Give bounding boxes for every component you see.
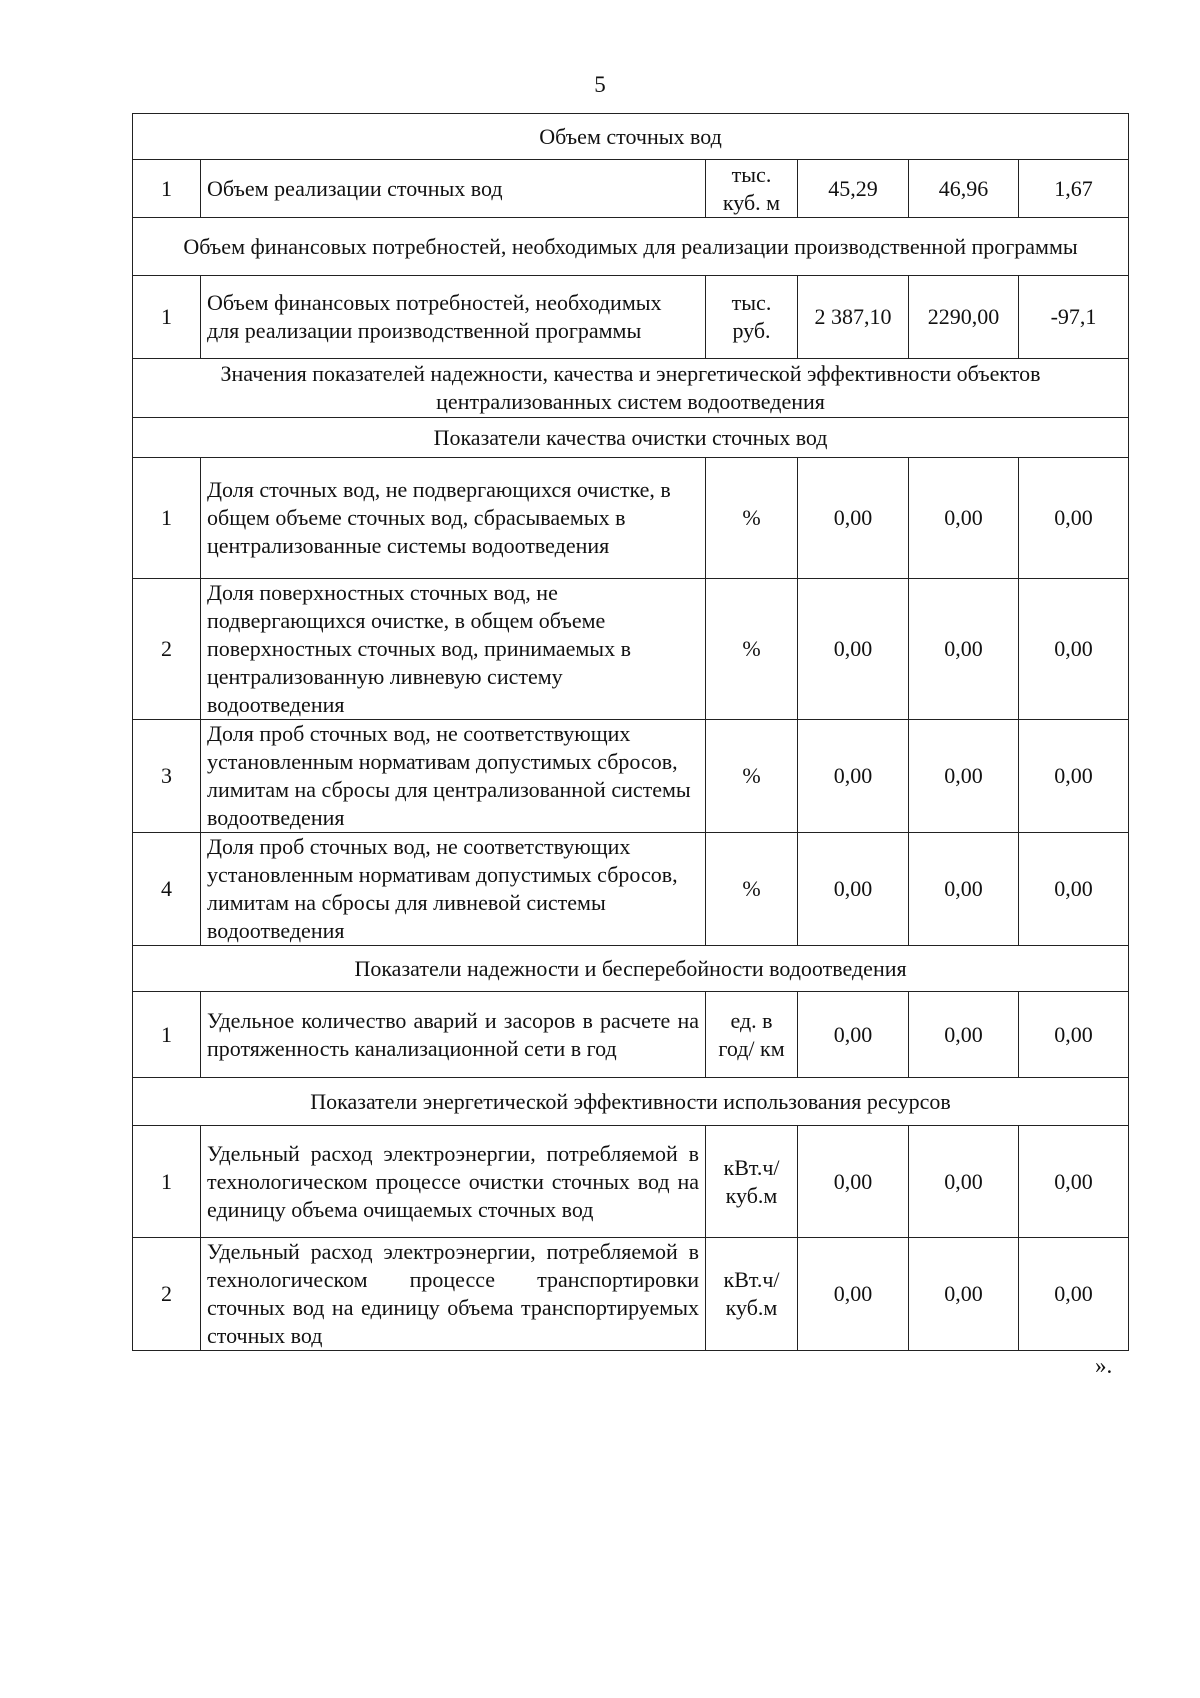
- value-cell-2: 0,00: [909, 720, 1019, 833]
- section-title: Значения показателей надежности, качества и энергетической эффективности объектов централизованных систем водоотведения: [133, 359, 1129, 418]
- table-row: [133, 1126, 1129, 1238]
- indicator-name: Доля поверхностных сточных вод, не подвергающихся очистке, в общем объеме поверхностных сточных вод, принимаемых в централизованную ливневую систему водоотведения: [201, 579, 706, 720]
- unit-cell: ед. в год/ км: [706, 992, 798, 1078]
- indicator-name: Удельный расход электроэнергии, потребляемой в технологическом процессе очистки сточных вод на единицу объема очищаемых сточных вод: [201, 1126, 706, 1238]
- value-cell-1: 2 387,10: [798, 276, 909, 359]
- section-title: Показатели надежности и бесперебойности водоотведения: [133, 946, 1129, 992]
- row-number: 2: [133, 1238, 201, 1351]
- unit-cell: %: [706, 579, 798, 720]
- page-number: 5: [594, 72, 606, 97]
- value-cell-3: 0,00: [1019, 1238, 1129, 1351]
- section-header-row: [133, 1078, 1129, 1126]
- value-cell-1: 0,00: [798, 1126, 909, 1238]
- value-cell-3: 0,00: [1019, 833, 1129, 946]
- unit-cell: тыс. куб. м: [706, 160, 798, 218]
- section-header-row: [133, 218, 1129, 276]
- row-number: 3: [133, 720, 201, 833]
- unit-cell: %: [706, 720, 798, 833]
- value-cell-3: 0,00: [1019, 458, 1129, 579]
- row-number: 1: [133, 1126, 201, 1238]
- value-cell-2: 0,00: [909, 992, 1019, 1078]
- value-cell-2: 0,00: [909, 1238, 1019, 1351]
- indicator-name: Доля сточных вод, не подвергающихся очистке, в общем объеме сточных вод, сбрасываемых в централизованные системы водоотведения: [201, 458, 706, 579]
- row-number: 1: [133, 160, 201, 218]
- value-cell-3: 0,00: [1019, 992, 1129, 1078]
- table-row: [133, 160, 1129, 218]
- value-cell-3: 0,00: [1019, 579, 1129, 720]
- section-title: Показатели качества очистки сточных вод: [133, 418, 1129, 458]
- section-header-row: [133, 359, 1129, 418]
- value-cell-2: 0,00: [909, 833, 1019, 946]
- row-number: 2: [133, 579, 201, 720]
- table-row: [133, 276, 1129, 359]
- unit-cell: %: [706, 458, 798, 579]
- value-cell-2: 0,00: [909, 579, 1019, 720]
- value-cell-2: 2290,00: [909, 276, 1019, 359]
- value-cell-1: 0,00: [798, 579, 909, 720]
- row-number: 4: [133, 833, 201, 946]
- section-header-row: [133, 946, 1129, 992]
- value-cell-3: -97,1: [1019, 276, 1129, 359]
- value-cell-3: 0,00: [1019, 1126, 1129, 1238]
- value-cell-2: 0,00: [909, 1126, 1019, 1238]
- indicator-name: Объем финансовых потребностей, необходимых для реализации производственной программы: [201, 276, 706, 359]
- table-row: [133, 458, 1129, 579]
- unit-cell: кВт.ч/ куб.м: [706, 1126, 798, 1238]
- row-number: 1: [133, 458, 201, 579]
- table-row: [133, 720, 1129, 833]
- section-title: Объем финансовых потребностей, необходимых для реализации производственной программы: [133, 218, 1129, 276]
- indicator-name: Удельный расход электроэнергии, потребляемой в технологическом процессе транспортировки сточных вод на единицу объема транспортируемых сточных вод: [201, 1238, 706, 1351]
- value-cell-2: 0,00: [909, 458, 1019, 579]
- indicator-name: Доля проб сточных вод, не соответствующих установленным нормативам допустимых сбросов, лимитам на сбросы для ливневой системы водоотведения: [201, 833, 706, 946]
- value-cell-1: 0,00: [798, 1238, 909, 1351]
- table-row: [133, 992, 1129, 1078]
- indicator-name: Удельное количество аварий и засоров в расчете на протяженность канализационной сети в год: [201, 992, 706, 1078]
- closing-quote: ».: [1095, 1353, 1113, 1378]
- value-cell-3: 1,67: [1019, 160, 1129, 218]
- section-title: Показатели энергетической эффективности использования ресурсов: [133, 1078, 1129, 1126]
- indicator-name: Доля проб сточных вод, не соответствующих установленным нормативам допустимых сбросов, лимитам на сбросы для централизованной системы водоотведения: [201, 720, 706, 833]
- indicators-table: [132, 113, 1129, 1351]
- section-header-row: [133, 418, 1129, 458]
- value-cell-1: 0,00: [798, 458, 909, 579]
- section-title: Объем сточных вод: [133, 114, 1129, 160]
- unit-cell: тыс. руб.: [706, 276, 798, 359]
- section-header-row: [133, 114, 1129, 160]
- row-number: 1: [133, 992, 201, 1078]
- value-cell-1: 0,00: [798, 992, 909, 1078]
- value-cell-1: 45,29: [798, 160, 909, 218]
- value-cell-1: 0,00: [798, 720, 909, 833]
- table-row: [133, 1238, 1129, 1351]
- row-number: 1: [133, 276, 201, 359]
- unit-cell: %: [706, 833, 798, 946]
- value-cell-2: 46,96: [909, 160, 1019, 218]
- value-cell-1: 0,00: [798, 833, 909, 946]
- table-row: [133, 579, 1129, 720]
- indicator-name: Объем реализации сточных вод: [201, 160, 706, 218]
- unit-cell: кВт.ч/ куб.м: [706, 1238, 798, 1351]
- table-row: [133, 833, 1129, 946]
- table-body: [133, 114, 1129, 1351]
- value-cell-3: 0,00: [1019, 720, 1129, 833]
